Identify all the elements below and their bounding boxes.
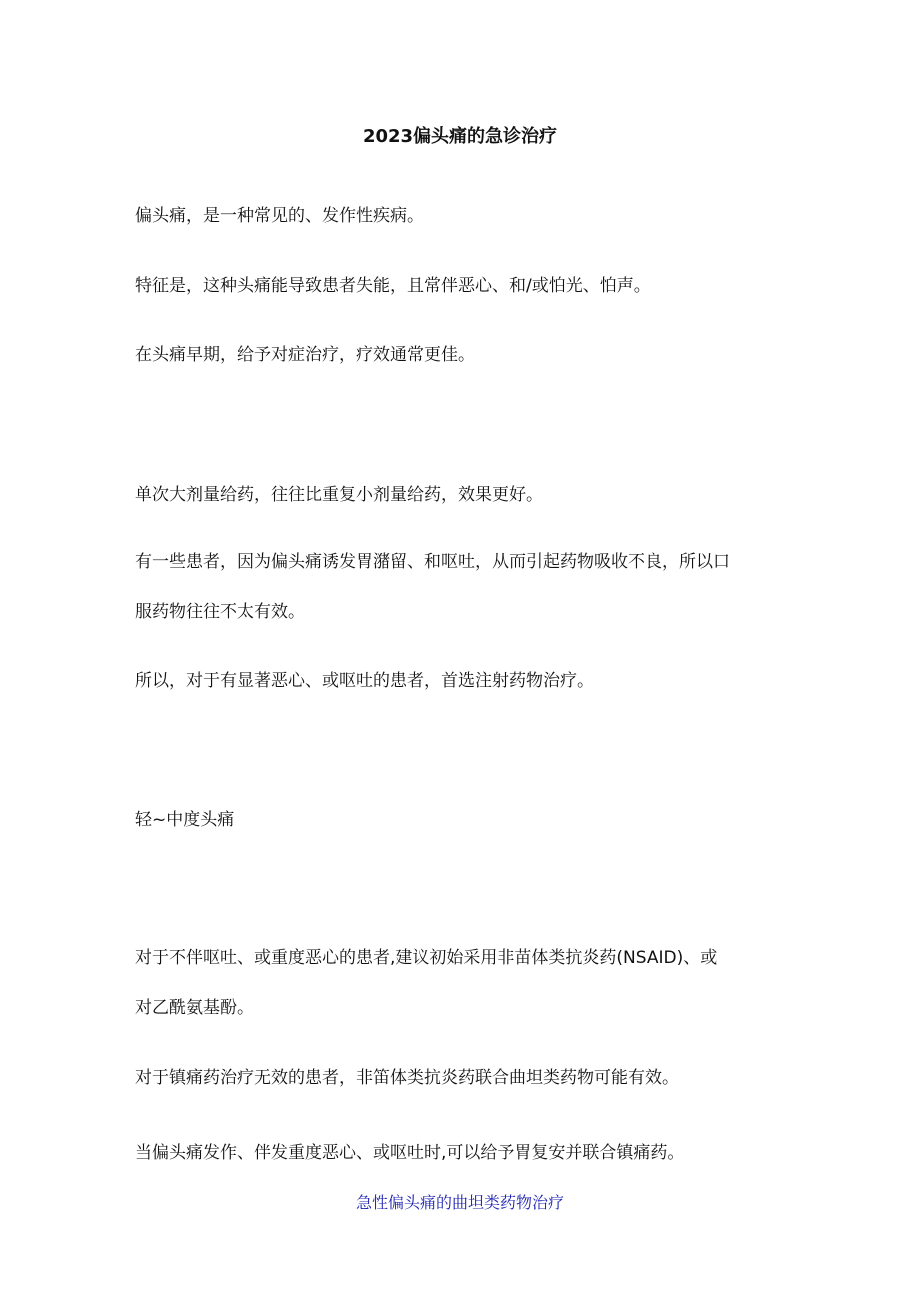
paragraph-nsaid-line1: 对于不伴呕吐、或重度恶心的患者,建议初始采用非苗体类抗炎药(NSAID)、或	[135, 948, 718, 968]
paragraph-injection: 所以，对于有显著恶心、或呕吐的患者，首选注射药物治疗。	[135, 671, 594, 691]
figure-caption: 急性偏头痛的曲坦类药物治疗	[355, 1193, 564, 1212]
paragraph-features: 特征是，这种头痛能导致患者失能，且常伴恶心、和/或怕光、怕声。	[135, 276, 651, 296]
paragraph-combination: 对于镇痛药治疗无效的患者，非笛体类抗炎药联合曲坦类药物可能有效。	[135, 1068, 679, 1088]
paragraph-gastric-stasis-line2: 服药物往往不太有效。	[135, 602, 305, 622]
paragraph-single-dose: 单次大剂量给药，往往比重复小剂量给药，效果更好。	[135, 485, 543, 505]
paragraph-definition: 偏头痛，是一种常见的、发作性疾病。	[135, 206, 424, 226]
section-heading: 轻~中度头痛	[135, 810, 235, 830]
paragraph-gastric-stasis-line1: 有一些患者，因为偏头痛诱发胃潴留、和呕吐，从而引起药物吸收不良，所以口	[135, 552, 730, 572]
paragraph-nsaid-line2: 对乙酰氨基酚。	[135, 998, 254, 1018]
document-title: 2023偏头痛的急诊治疗	[362, 126, 558, 147]
paragraph-early-treatment: 在头痛早期，给予对症治疗，疗效通常更佳。	[135, 345, 475, 365]
paragraph-metoclopramide: 当偏头痛发作、伴发重度恶心、或呕吐时,可以给予胃复安并联合镇痛药。	[135, 1143, 685, 1163]
